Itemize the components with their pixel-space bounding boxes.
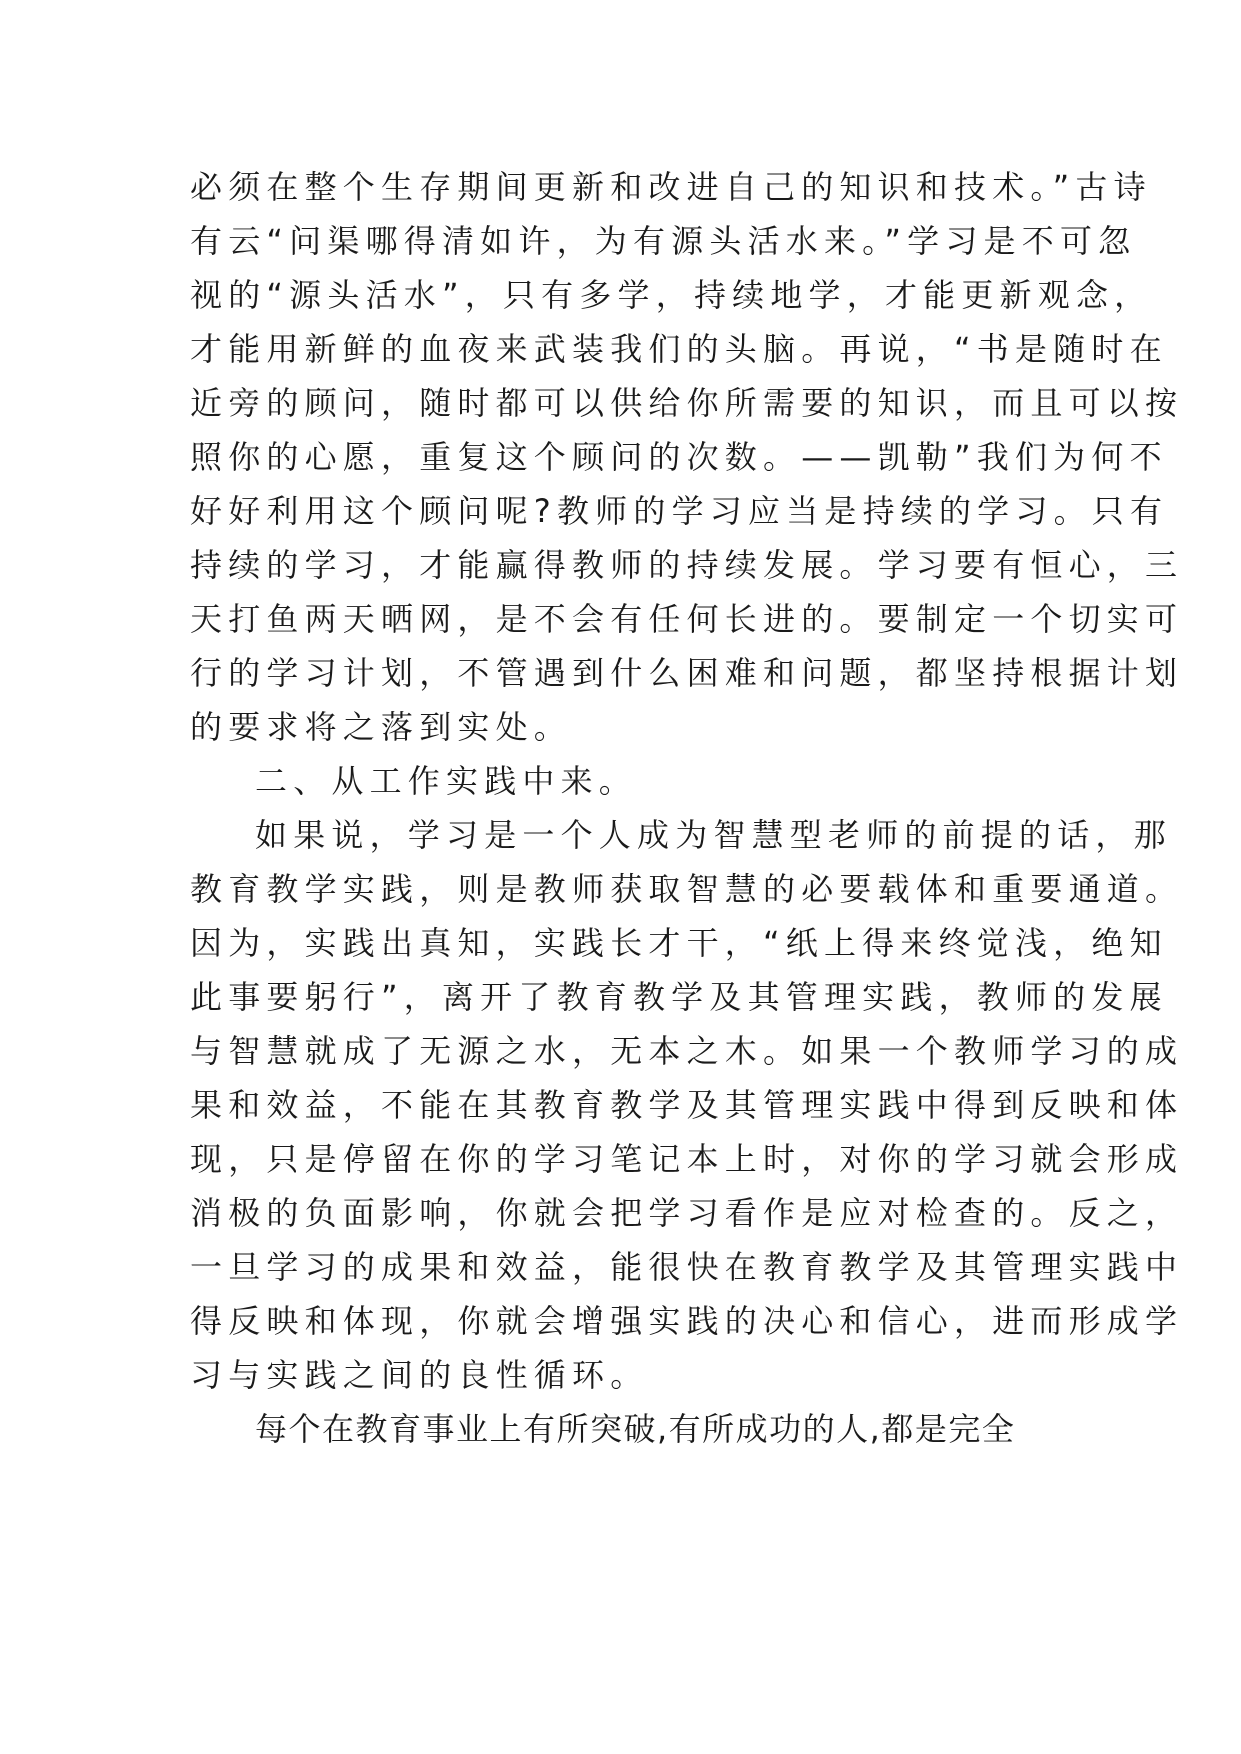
body-line: 的要求将之落到实处。	[190, 708, 573, 746]
body-line: 此事要躬行”，离开了教育教学及其管理实践，教师的发展	[190, 978, 1168, 1016]
body-line: 教育教学实践，则是教师获取智慧的必要载体和重要通道。	[190, 870, 1184, 908]
body-line: 如果说，学习是一个人成为智慧型老师的前提的话，那	[255, 816, 1172, 854]
body-line: 必须在整个生存期间更新和改进自己的知识和技术。”古诗	[190, 168, 1152, 206]
body-line: 行的学习计划，不管遇到什么困难和问题，都坚持根据计划	[190, 654, 1184, 692]
body-line: 一旦学习的成果和效益，能很快在教育教学及其管理实践中	[190, 1248, 1184, 1286]
body-line: 视的“源头活水”，只有多学，持续地学，才能更新观念，	[190, 276, 1153, 314]
body-line: 有云“问渠哪得清如许，为有源头活水来。”学习是不可忽	[190, 222, 1137, 260]
body-line: 照你的心愿，重复这个顾问的次数。——凯勒”我们为何不	[190, 438, 1168, 476]
body-line: 好好利用这个顾问呢?教师的学习应当是持续的学习。只有	[190, 492, 1169, 530]
body-line: 才能用新鲜的血夜来武装我们的头脑。再说，“书是随时在	[190, 330, 1168, 368]
body-line: 持续的学习，才能赢得教师的持续发展。学习要有恒心，三	[190, 546, 1184, 584]
body-line: 因为，实践出真知，实践长才干，“纸上得来终觉浅，绝知	[190, 924, 1168, 962]
body-line: 得反映和体现，你就会增强实践的决心和信心，进而形成学	[190, 1302, 1184, 1340]
body-line: 消极的负面影响，你就会把学习看作是应对检查的。反之，	[190, 1194, 1184, 1232]
body-line: 果和效益，不能在其教育教学及其管理实践中得到反映和体	[190, 1086, 1184, 1124]
body-line: 现，只是停留在你的学习笔记本上时，对你的学习就会形成	[190, 1140, 1184, 1178]
section-heading: 二、从工作实践中来。	[255, 762, 638, 800]
body-line: 习与实践之间的良性循环。	[190, 1356, 649, 1394]
body-line: 每个在教育事业上有所突破,有所成功的人,都是完全	[255, 1410, 1016, 1448]
body-line: 天打鱼两天晒网，是不会有任何长进的。要制定一个切实可	[190, 600, 1184, 638]
body-line: 近旁的顾问，随时都可以供给你所需要的知识，而且可以按	[190, 384, 1184, 422]
body-line: 与智慧就成了无源之水，无本之木。如果一个教师学习的成	[190, 1032, 1184, 1070]
